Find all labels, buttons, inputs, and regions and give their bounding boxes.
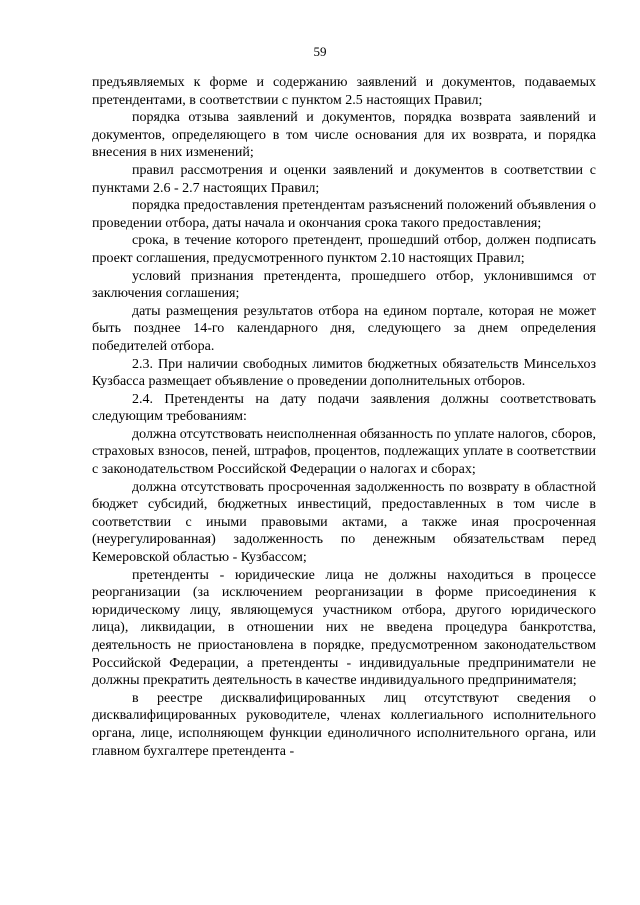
paragraph: правил рассмотрения и оценки заявлений и документов в соответствии с пунктами 2.6 - 2.7 настоящих Правил; xyxy=(92,162,596,196)
paragraph: условий признания претендента, прошедшего отбор, уклонившимся от заключения соглашения; xyxy=(92,268,596,302)
paragraph: срока, в течение которого претендент, прошедший отбор, должен подписать проект соглашения, предусмотренного пунктом 2.10 настоящих Правил; xyxy=(92,233,596,266)
paragraph: порядка отзыва заявлений и документов, порядка возврата заявлений и документов, определяющего в том числе основания для их возврата, и порядка внесения в них изменений; xyxy=(92,110,596,161)
paragraph: даты размещения результатов отбора на едином портале, которая не может быть позднее 14-го календарного дня, следующего за днем определения победителей отбора. xyxy=(92,303,596,354)
paragraph: 2.3. При наличии свободных лимитов бюджетных обязательств Минсельхоз Кузбасса размещает объявление о проведении дополнительных отборов. xyxy=(92,356,596,390)
document-body xyxy=(92,74,596,760)
paragraph: 2.4. Претенденты на дату подачи заявления должны соответствовать следующим требованиям: xyxy=(92,391,596,425)
paragraph: предъявляемых к форме и содержанию заявлений и документов, подаваемых претендентами, в соответствии с пунктом 2.5 настоящих Правил; xyxy=(92,75,596,108)
paragraph: претенденты - юридические лица не должны находиться в процессе реорганизации (за исключением реорганизации в форме присоединения к юридическому лицу, являющемуся участником отбора, другого юридического лица), ликвидации, в отношении них не введена процедура банкротства, деятельность не приостановлена в порядке, предусмотренном законодательством Российской Федерации, а претенденты - индивидуальные предприниматели не должны прекратить деятельность в качестве индивидуального предпринимателя; xyxy=(92,567,596,689)
paragraph: должна отсутствовать просроченная задолженность по возврату в областной бюджет субсидий, бюджетных инвестиций, предоставленных в том числе в соответствии с иными правовыми актами, а также иная просроченная (неурегулированная) задолженность по денежным обязательствам перед Кемеровской областью - Кузбассом; xyxy=(92,479,596,566)
paragraph: в реестре дисквалифицированных лиц отсутствуют сведения о дисквалифицированных руководителе, членах коллегиального исполнительного органа, лице, исполняющем функции единоличного исполнительного органа, или главном бухгалтере претендента - xyxy=(92,690,596,759)
paragraph: должна отсутствовать неисполненная обязанность по уплате налогов, сборов, страховых взносов, пеней, штрафов, процентов, подлежащих уплате в соответствии с законодательством Российской Федерации о налогах и сборах; xyxy=(92,426,597,478)
paragraph: порядка предоставления претендентам разъяснений положений объявления о проведении отбора, даты начала и окончания срока такого предоставления; xyxy=(92,198,596,231)
page-number: 59 xyxy=(313,44,327,59)
